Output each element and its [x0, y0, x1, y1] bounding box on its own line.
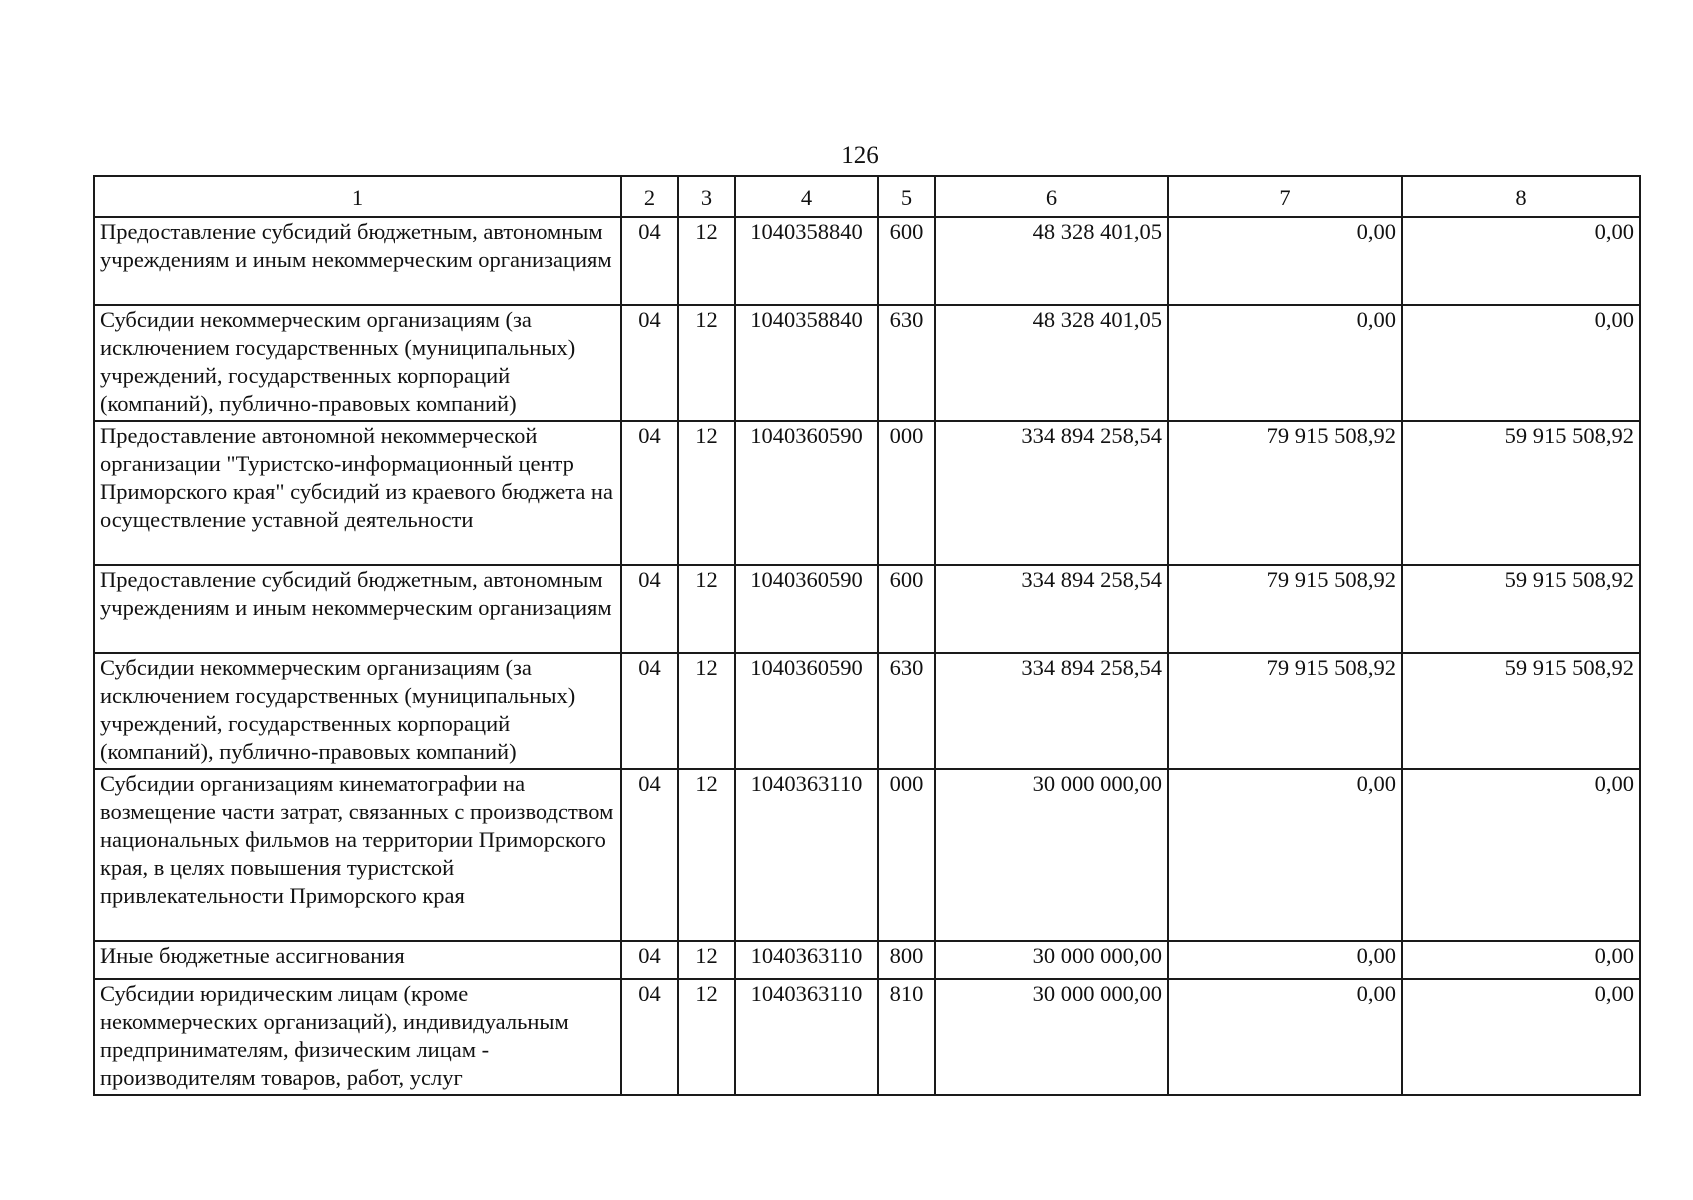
row-name: Субсидии юридическим лицам (кроме некоммерческих организаций), индивидуальным предпринимателям, физическим лицам - производителям товаров, работ, услуг: [94, 979, 621, 1095]
table-row: [94, 217, 1640, 305]
row-expense-type: 810: [878, 979, 935, 1095]
row-subsection: 12: [678, 941, 735, 979]
row-expense-type: 000: [878, 769, 935, 941]
row-section: 04: [621, 979, 678, 1095]
row-amount-7: 79 915 508,92: [1168, 653, 1402, 769]
column-header: 2: [621, 176, 678, 217]
row-amount-6: 48 328 401,05: [935, 217, 1168, 305]
row-target-article: 1040358840: [735, 305, 878, 421]
row-amount-8: 59 915 508,92: [1402, 565, 1640, 653]
row-amount-6: 334 894 258,54: [935, 421, 1168, 565]
row-target-article: 1040363110: [735, 941, 878, 979]
row-name: Субсидии некоммерческим организациям (за исключением государственных (муниципальных) учреждений, государственных корпораций (компаний), публично-правовых компаний): [94, 653, 621, 769]
row-target-article: 1040360590: [735, 421, 878, 565]
row-name: Иные бюджетные ассигнования: [94, 941, 621, 979]
row-amount-8: 0,00: [1402, 769, 1640, 941]
row-expense-type: 000: [878, 421, 935, 565]
table-row: [94, 421, 1640, 565]
row-section: 04: [621, 305, 678, 421]
row-amount-8: 59 915 508,92: [1402, 653, 1640, 769]
row-expense-type: 800: [878, 941, 935, 979]
row-amount-7: 0,00: [1168, 305, 1402, 421]
row-amount-8: 0,00: [1402, 217, 1640, 305]
row-section: 04: [621, 421, 678, 565]
row-amount-8: 0,00: [1402, 305, 1640, 421]
row-section: 04: [621, 941, 678, 979]
table-row: [94, 769, 1640, 941]
row-expense-type: 600: [878, 565, 935, 653]
table-row: [94, 979, 1640, 1095]
row-name: Субсидии организациям кинематографии на возмещение части затрат, связанных с производством национальных фильмов на территории Приморского края, в целях повышения туристской привлекательности Приморского края: [94, 769, 621, 941]
row-target-article: 1040358840: [735, 217, 878, 305]
row-amount-7: 0,00: [1168, 979, 1402, 1095]
column-header: 3: [678, 176, 735, 217]
column-header: 8: [1402, 176, 1640, 217]
page-number: 126: [841, 142, 879, 169]
row-amount-7: 0,00: [1168, 769, 1402, 941]
row-section: 04: [621, 653, 678, 769]
row-expense-type: 630: [878, 305, 935, 421]
row-name: Предоставление субсидий бюджетным, автономным учреждениям и иным некоммерческим организациям: [94, 217, 621, 305]
row-amount-6: 30 000 000,00: [935, 769, 1168, 941]
row-subsection: 12: [678, 421, 735, 565]
budget-table: [93, 175, 1641, 1096]
row-amount-8: 0,00: [1402, 941, 1640, 979]
row-target-article: 1040363110: [735, 769, 878, 941]
table-row: [94, 305, 1640, 421]
row-amount-6: 334 894 258,54: [935, 565, 1168, 653]
row-amount-6: 48 328 401,05: [935, 305, 1168, 421]
row-amount-6: 30 000 000,00: [935, 979, 1168, 1095]
row-section: 04: [621, 565, 678, 653]
row-amount-8: 59 915 508,92: [1402, 421, 1640, 565]
row-name: Предоставление субсидий бюджетным, автономным учреждениям и иным некоммерческим организациям: [94, 565, 621, 653]
row-subsection: 12: [678, 653, 735, 769]
column-header: 1: [94, 176, 621, 217]
row-subsection: 12: [678, 305, 735, 421]
column-header: 7: [1168, 176, 1402, 217]
table-row: [94, 565, 1640, 653]
row-target-article: 1040360590: [735, 653, 878, 769]
row-expense-type: 600: [878, 217, 935, 305]
row-subsection: 12: [678, 565, 735, 653]
column-header: 6: [935, 176, 1168, 217]
row-subsection: 12: [678, 217, 735, 305]
row-amount-6: 30 000 000,00: [935, 941, 1168, 979]
row-subsection: 12: [678, 979, 735, 1095]
column-header: 4: [735, 176, 878, 217]
row-amount-6: 334 894 258,54: [935, 653, 1168, 769]
row-name: Предоставление автономной некоммерческой организации "Туристско-информационный центр Приморского края" субсидий из краевого бюджета на осуществление уставной деятельности: [94, 421, 621, 565]
table-header-row: [94, 176, 1640, 217]
row-section: 04: [621, 217, 678, 305]
row-amount-7: 79 915 508,92: [1168, 565, 1402, 653]
table-row: [94, 653, 1640, 769]
row-section: 04: [621, 769, 678, 941]
row-subsection: 12: [678, 769, 735, 941]
row-expense-type: 630: [878, 653, 935, 769]
table-row: [94, 941, 1640, 979]
row-amount-7: 0,00: [1168, 217, 1402, 305]
row-amount-7: 79 915 508,92: [1168, 421, 1402, 565]
row-amount-7: 0,00: [1168, 941, 1402, 979]
column-header: 5: [878, 176, 935, 217]
row-target-article: 1040363110: [735, 979, 878, 1095]
row-name: Субсидии некоммерческим организациям (за исключением государственных (муниципальных) учреждений, государственных корпораций (компаний), публично-правовых компаний): [94, 305, 621, 421]
row-target-article: 1040360590: [735, 565, 878, 653]
row-amount-8: 0,00: [1402, 979, 1640, 1095]
